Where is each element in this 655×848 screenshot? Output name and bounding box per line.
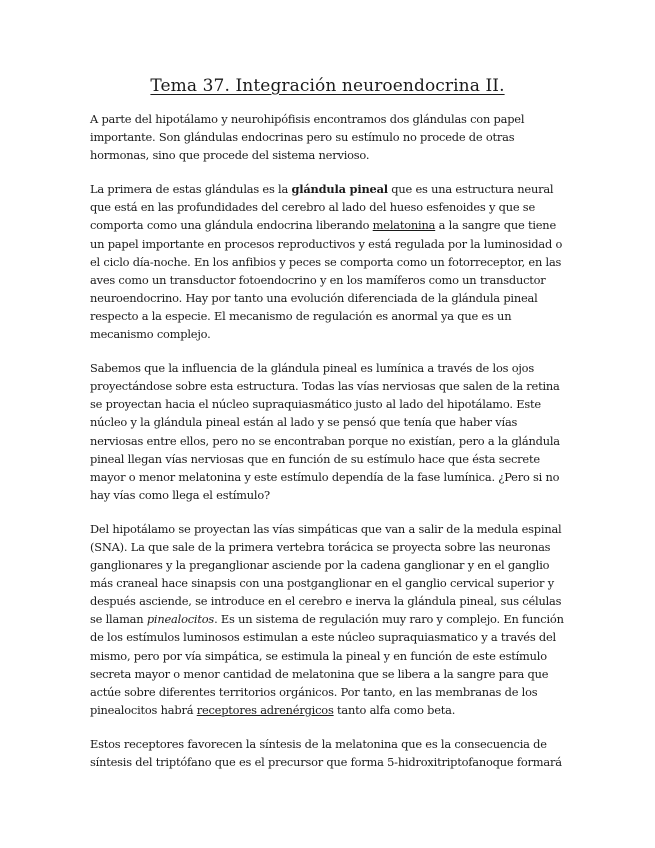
paragraph-pineal [90, 180, 570, 343]
paragraph-intro: A parte del hipotálamo y neurohipófisis encontramos dos glándulas con papel importante. Son glándulas endocrinas pero su estímulo no procede de otras hormonas, sino que procede del sistema nervioso. [90, 112, 525, 163]
paragraph-sympathetic-text-3: tanto alfa como beta. [333, 702, 456, 717]
pineal-gland-term: glándula pineal [291, 182, 388, 197]
document-title: Tema 37. Integración neuroendocrina II. [150, 76, 505, 96]
paragraph-pineal-text-3: a la sangre que tiene un papel importante en procesos reproductivos y está regulada por la luminosidad o el ciclo día-noche. En los anfibios y peces se comporta como un fotorreceptor, en las aves como un transductor fotoendocrino y en los mamíferos como un transductor neuroendocrino. Hay por tanto una evolución diferenciada de la glándula pineal respecto a la especie. El mecanismo de regulación es anormal ya que es un mecanismo complejo. [90, 218, 563, 342]
paragraph-sympathetic-text-1: Del hipotálamo se proyectan las vías simpáticas que van a salir de la medula espinal (SNA). La que sale de la primera vertebra torácica se proyecta sobre las neuronas ganglionares y la preganglionar asciende por la cadena ganglionar y en el ganglio más craneal hace sinapsis con una postganglionar en el ganglio cervical superior y después asciende, se introduce en el cerebro e inerva la glándula pineal, sus células se llaman [90, 521, 562, 627]
pinealocitos-term: pinealocitos [146, 612, 215, 627]
paragraph-pineal-text-1: La primera de estas glándulas es la [90, 182, 292, 197]
paragraph-sympathetic-text-2: . Es un sistema de regulación muy raro y complejo. En función de los estímulos luminosos estimulan a este núcleo supraquiasmatico y a través del mismo, pero por vía simpática, se estimula la pineal y en función de este estímulo secreta mayor o menor cantidad de melatonina que se libera a la sangre para que actúe sobre diferentes territorios orgánicos. Por tanto, en las membranas de los pinealocitos habrá [90, 612, 564, 717]
receptores-adrenergicos-link[interactable]: receptores adrenérgicos [196, 702, 334, 717]
document-body [90, 110, 570, 787]
paragraph-receptors: Estos receptores favorecen la síntesis de la melatonina que es la consecuencia de síntesis del triptófano que es el precursor que forma 5-hidroxitriptofanoque formará [90, 736, 562, 769]
paragraph-pineal-text-2: que es una estructura neural que está en las profundidades del cerebro al lado del hueso esfenoides y que se comporta como una glándula endocrina liberando [90, 182, 554, 233]
paragraph-sympathetic [90, 520, 570, 719]
paragraph-light-influence: Sabemos que la influencia de la glándula pineal es lumínica a través de los ojos proyectándose sobre esta estructura. Todas las vías nerviosas que salen de la retina se proyectan hacia el núcleo supraquiasmático justo al lado del hipotálamo. Este núcleo y la glándula pineal están al lado y se pensó que tenía que haber vías nerviosas entre ellos, pero no se encontraban porque no existían, pero a la glándula pineal llegan vías nerviosas que en función de su estímulo hace que ésta secrete mayor o menor melatonina y este estímulo dependía de la fase lumínica. ¿Pero si no hay vías como llega el estímulo? [90, 361, 560, 502]
melatonina-link[interactable]: melatonina [372, 218, 436, 233]
